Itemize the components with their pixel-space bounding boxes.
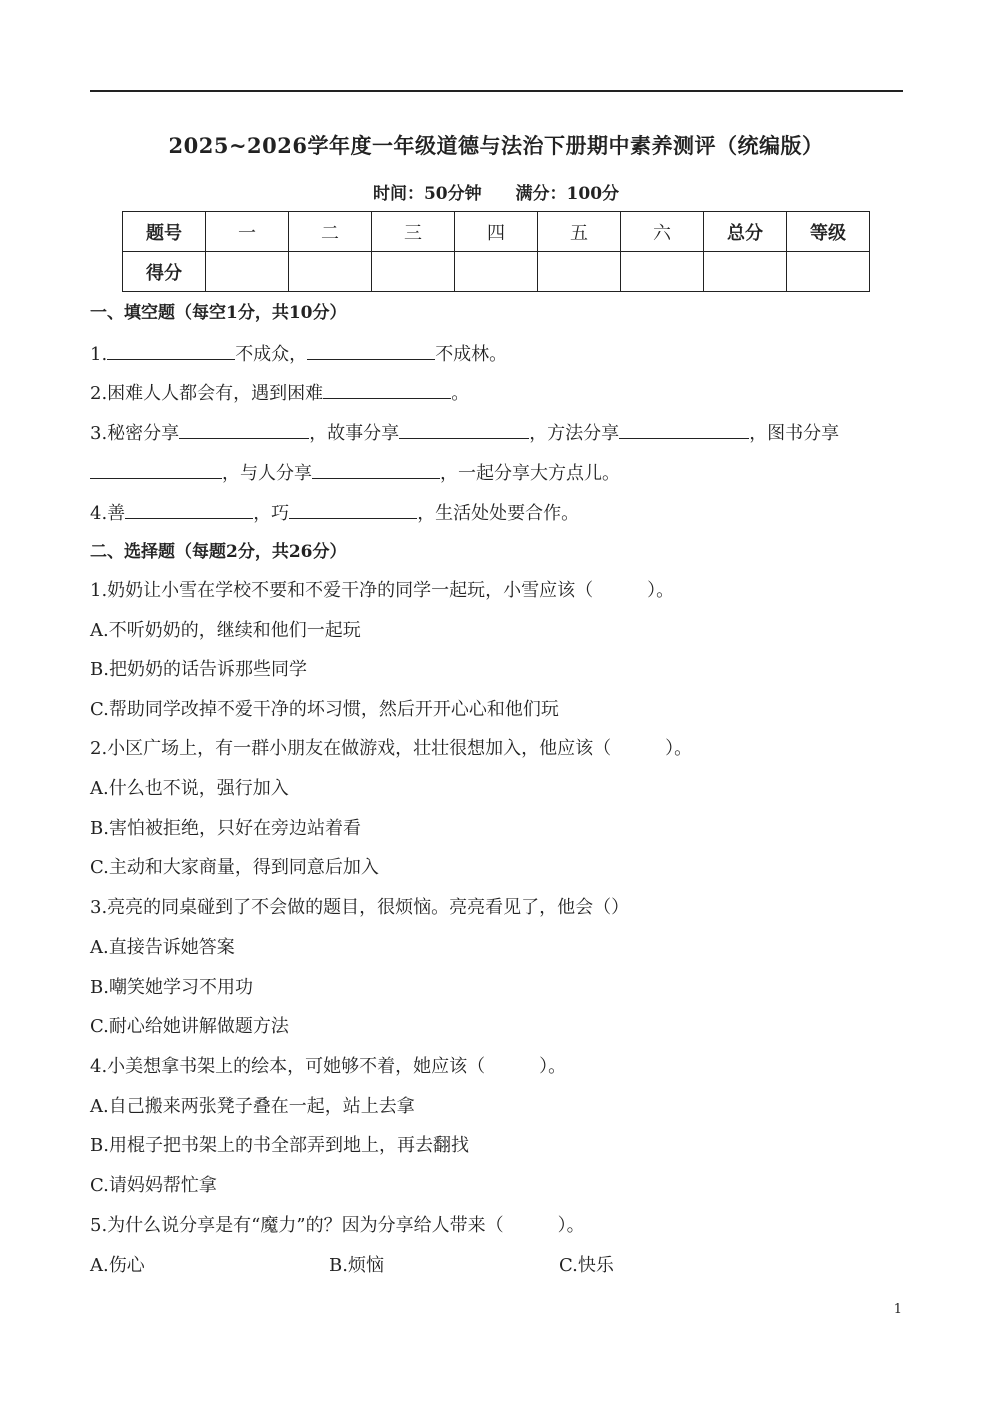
choice-question-stem: 1.奶奶让小雪在学校不要和不爱干净的同学一起玩，小雪应该（ ）。 (90, 580, 675, 601)
score-table-cell: 一 (206, 212, 289, 252)
answer-blank[interactable] (312, 460, 440, 479)
choice-option[interactable]: C.耐心给她讲解做题方法 (90, 1016, 289, 1037)
fill-question-3-cont (90, 460, 620, 486)
score-table-cell: 五 (538, 212, 621, 252)
score-table-cell: 总分 (704, 212, 787, 252)
choice-question-stem: 3.亮亮的同桌碰到了不会做的题目，很烦恼。亮亮看见了，他会（） (90, 897, 630, 918)
question-text: ，生活处处要合作。 (417, 503, 580, 524)
page-title: 2025~2026学年度一年级道德与法治下册期中素养测评（统编版） (168, 133, 824, 158)
choice-question-stem: 2.小区广场上，有一群小朋友在做游戏，壮壮很想加入，他应该（ ）。 (90, 738, 693, 759)
score-input-cell[interactable] (372, 252, 455, 292)
score-input-cell[interactable] (455, 252, 538, 292)
choice-question-stem: 5.为什么说分享是有“魔力”的？因为分享给人带来（ ）。 (90, 1215, 585, 1236)
answer-blank[interactable] (90, 460, 222, 479)
choice-option[interactable]: A.伤心 (90, 1255, 145, 1276)
answer-blank[interactable] (307, 341, 435, 360)
score-input-cell[interactable] (621, 252, 704, 292)
fill-question-3 (90, 420, 839, 446)
score-table-cell: 六 (621, 212, 704, 252)
choice-option[interactable]: A.什么也不说，强行加入 (90, 778, 289, 799)
question-text: ，方法分享 (529, 423, 620, 444)
exam-time: 时间：50分钟 (372, 184, 482, 204)
question-text: ，图书分享 (749, 423, 840, 444)
answer-blank[interactable] (399, 420, 529, 439)
score-input-cell[interactable] (289, 252, 372, 292)
choice-option[interactable]: B.烦恼 (329, 1255, 384, 1276)
choice-option[interactable]: C.快乐 (559, 1255, 614, 1276)
choice-option[interactable]: C.主动和大家商量，得到同意后加入 (90, 857, 379, 878)
exam-full-score: 满分：100分 (515, 184, 620, 204)
question-text: ，与人分享 (222, 463, 312, 484)
score-input-cell[interactable] (704, 252, 787, 292)
score-input-cell[interactable] (206, 252, 289, 292)
question-text: 1. (90, 344, 108, 365)
score-input-cell[interactable] (787, 252, 870, 292)
exam-info (0, 179, 992, 204)
choice-option[interactable]: A.不听奶奶的，继续和他们一起玩 (90, 620, 361, 641)
score-table-cell: 得分 (123, 252, 206, 292)
score-table-cell: 等级 (787, 212, 870, 252)
answer-blank[interactable] (179, 420, 309, 439)
question-text: 不成林。 (435, 344, 508, 365)
question-text: 不成众， (235, 344, 308, 365)
fill-question-2 (90, 380, 469, 406)
question-text: 2.困难人人都会有，遇到困难 (90, 383, 324, 404)
question-text: 4.善 (90, 503, 126, 524)
score-table (122, 211, 870, 292)
score-table-cell: 题号 (123, 212, 206, 252)
score-table-cell: 二 (289, 212, 372, 252)
choice-option[interactable]: C.帮助同学改掉不爱干净的坏习惯，然后开开心心和他们玩 (90, 699, 559, 720)
page-number: 1 (893, 1302, 902, 1317)
fill-question-4 (90, 500, 579, 526)
section2-heading: 二、选择题（每题2分，共26分） (90, 542, 347, 562)
question-text: 。 (451, 383, 470, 404)
answer-blank[interactable] (107, 341, 235, 360)
choice-option[interactable]: B.嘲笑她学习不用功 (90, 977, 253, 998)
question-text: ，巧 (253, 503, 290, 524)
choice-option[interactable]: B.害怕被拒绝，只好在旁边站着看 (90, 818, 361, 839)
choice-option[interactable]: A.自己搬来两张凳子叠在一起，站上去拿 (90, 1096, 415, 1117)
top-rule (90, 90, 903, 92)
question-text: ，故事分享 (309, 423, 400, 444)
score-table-header-row (123, 212, 870, 252)
section1-heading: 一、填空题（每空1分，共10分） (90, 303, 347, 323)
fill-question-1 (90, 341, 507, 367)
answer-blank[interactable] (323, 380, 451, 399)
score-input-cell[interactable] (538, 252, 621, 292)
question-text: ，一起分享大方点儿。 (440, 463, 620, 484)
choice-question-stem: 4.小美想拿书架上的绘本，可她够不着，她应该（ ）。 (90, 1056, 567, 1077)
choice-option[interactable]: B.把奶奶的话告诉那些同学 (90, 659, 307, 680)
choice-option[interactable]: B.用棍子把书架上的书全部弄到地上，再去翻找 (90, 1135, 469, 1156)
question-text: 3.秘密分享 (90, 423, 180, 444)
choice-option[interactable]: A.直接告诉她答案 (90, 937, 235, 958)
answer-blank[interactable] (289, 500, 417, 519)
score-table-score-row (123, 252, 870, 292)
score-table-cell: 四 (455, 212, 538, 252)
score-table-cell: 三 (372, 212, 455, 252)
choice-option[interactable]: C.请妈妈帮忙拿 (90, 1175, 217, 1196)
answer-blank[interactable] (125, 500, 253, 519)
answer-blank[interactable] (619, 420, 749, 439)
